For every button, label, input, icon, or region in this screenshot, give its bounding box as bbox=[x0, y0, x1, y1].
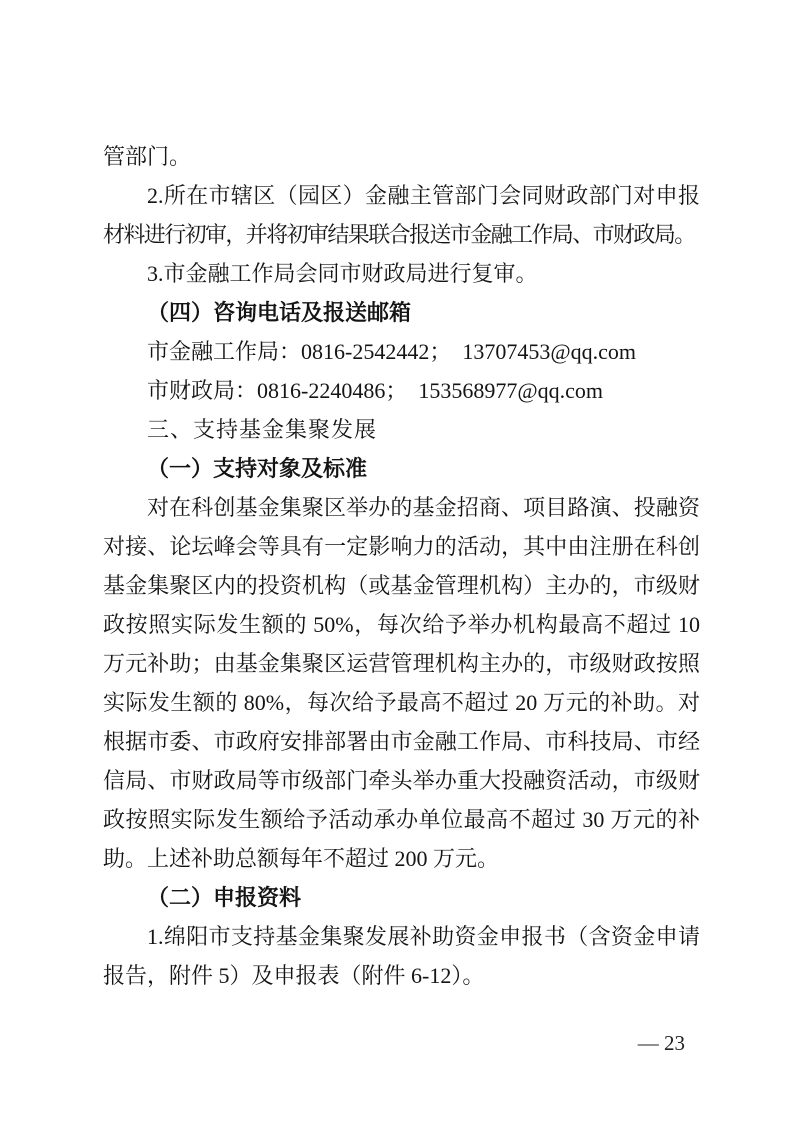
page-number: — 23 bbox=[637, 1031, 685, 1055]
document-body bbox=[103, 137, 700, 995]
paragraph-line: 政按照实际发生额给予活动承办单位最高不超过 30 万元的补 bbox=[103, 807, 700, 832]
heading-section-two: （二）申报资料 bbox=[147, 885, 302, 910]
heading-section-one: （一）支持对象及标准 bbox=[147, 456, 368, 481]
heading-section-four: （四）咨询电话及报送邮箱 bbox=[147, 300, 412, 325]
paragraph-line: 万元补助；由基金集聚区运营管理机构主办的，市级财政按照 bbox=[103, 651, 700, 676]
heading-chapter-three: 三、支持基金集聚发展 bbox=[147, 417, 378, 442]
contact-finance-bureau-line: 市财政局：0816-2240486； 153568977@qq.com bbox=[147, 378, 603, 403]
paragraph-line: 管部门。 bbox=[103, 144, 192, 169]
paragraph-line: 实际发生额的 80%，每次给予最高不超过 20 万元的补助。对 bbox=[103, 690, 700, 715]
paragraph-line: 报告，附件 5）及申报表（附件 6-12）。 bbox=[103, 963, 485, 988]
contact-finance-office-line: 市金融工作局：0816-2542442； 13707453@qq.com bbox=[147, 339, 636, 364]
paragraph-line: 根据市委、市政府安排部署由市金融工作局、市科技局、市经 bbox=[103, 729, 700, 754]
paragraph-line: 助。上述补助总额每年不超过 200 万元。 bbox=[103, 846, 500, 871]
paragraph-line: 1.绵阳市支持基金集聚发展补助资金申报书（含资金申请 bbox=[147, 924, 700, 949]
paragraph-line: 2.所在市辖区（园区）金融主管部门会同财政部门对申报 bbox=[147, 183, 700, 208]
paragraph-line: 对接、论坛峰会等具有一定影响力的活动，其中由注册在科创 bbox=[103, 534, 700, 559]
paragraph-line: 基金集聚区内的投资机构（或基金管理机构）主办的，市级财 bbox=[103, 573, 700, 598]
paragraph-line: 对在科创基金集聚区举办的基金招商、项目路演、投融资 bbox=[147, 495, 700, 520]
paragraph-line: 政按照实际发生额的 50%，每次给予举办机构最高不超过 10 bbox=[103, 612, 700, 637]
paragraph-line: 信局、市财政局等市级部门牵头举办重大投融资活动，市级财 bbox=[103, 768, 700, 793]
paragraph-line: 3.市金融工作局会同市财政局进行复审。 bbox=[147, 261, 538, 286]
paragraph-line: 材料进行初审，并将初审结果联合报送市金融工作局、市财政局。 bbox=[103, 222, 695, 247]
